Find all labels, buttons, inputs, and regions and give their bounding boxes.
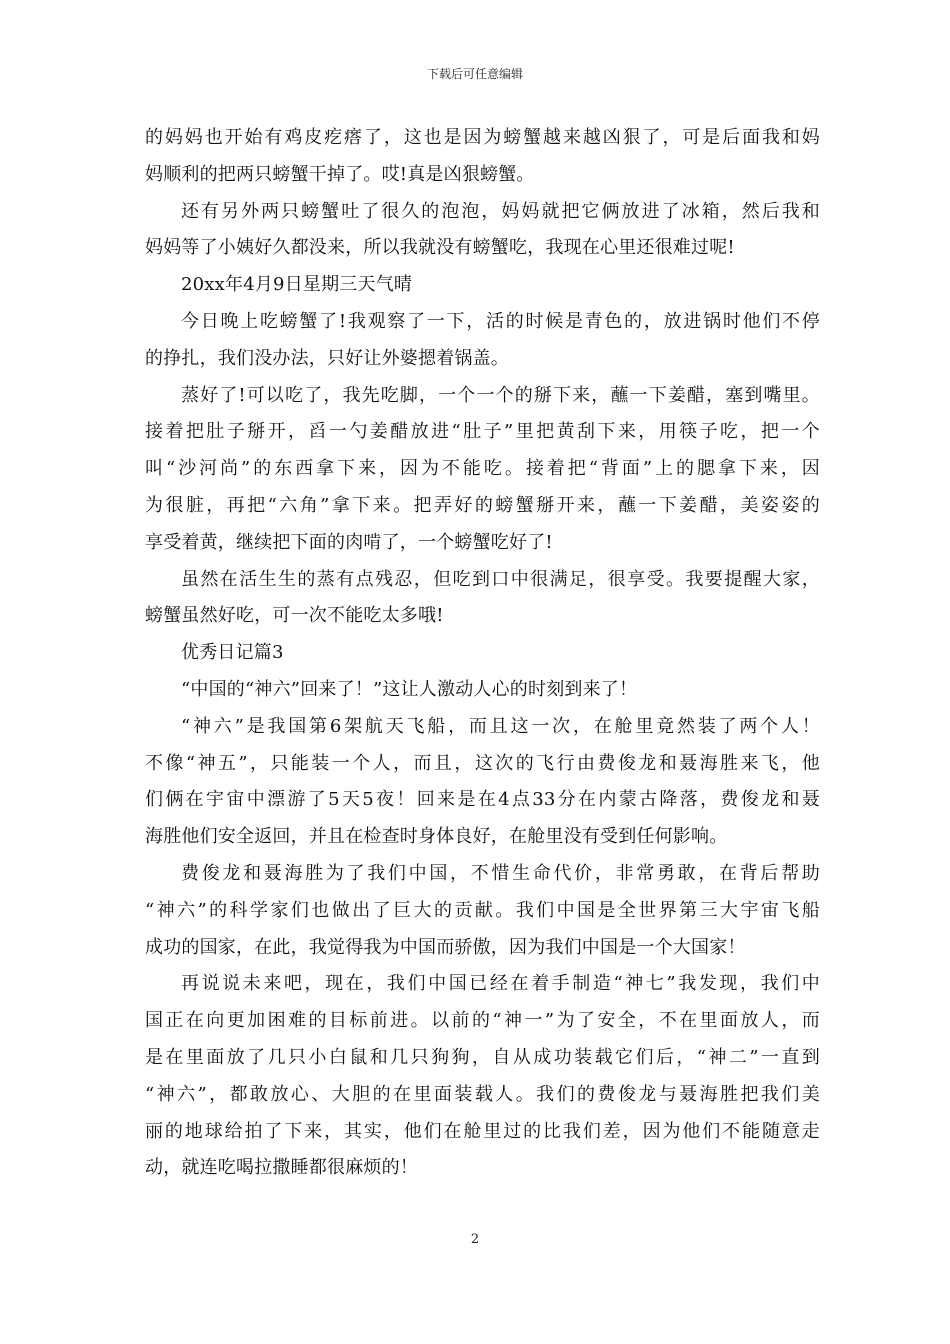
text-line: 今日晚上吃螃蟹了!我观察了一下，活的时候是青色的，放进锅时他们不停 (181, 310, 820, 332)
text-line: 们俩在宇宙中漂游了5天5夜！回来是在4点33分在内蒙古降落，费俊龙和聂 (145, 789, 820, 811)
text-line: 费俊龙和聂海胜为了我们中国，不惜生命代价，非常勇敢，在背后帮助 (181, 862, 820, 884)
text-line: “中国的“神六”回来了！”这让人激动人心的时刻到来了！ (181, 678, 638, 700)
text-line: 的妈妈也开始有鸡皮疙瘩了，这也是因为螃蟹越来越凶狠了，可是后面我和妈 (145, 127, 820, 148)
text-line: “神六”，都敢放心、大胆的在里面装载人。我们的费俊龙与聂海胜把我们美 (145, 1083, 820, 1105)
text-line: 享受着黄，继续把下面的肉啃了，一个螃蟹吃好了! (145, 531, 553, 553)
text-line: 妈妈等了小姨好久都没来，所以我就没有螃蟹吃，我现在心里还很难过呢! (145, 237, 735, 259)
text-line: 20xx年4月9日星期三天气晴 (181, 274, 413, 296)
text-line: “神六”是我国第6架航天飞船，而且这一次，在舱里竟然装了两个人！ (181, 715, 820, 737)
text-line: 海胜他们安全返回，并且在检查时身体良好，在舱里没有受到任何影响。 (145, 826, 728, 848)
text-line: 的挣扎，我们没办法，只好让外婆摁着锅盖。 (145, 347, 509, 369)
text-line: 蒸好了!可以吃了，我先吃脚，一个一个的掰下来，蘸一下姜醋，塞到嘴里。 (181, 384, 820, 406)
page-header: 下载后可任意编辑 (426, 67, 523, 81)
text-line: 是在里面放了几只小白鼠和几只狗狗，自从成功装载它们后，“神二”一直到 (145, 1046, 820, 1068)
text-line: 还有另外两只螃蟹吐了很久的泡泡，妈妈就把它俩放进了冰箱，然后我和 (181, 200, 820, 222)
text-line: 螃蟹虽然好吃，可一次不能吃太多哦! (145, 605, 444, 627)
text-line: 不像“神五”，只能装一个人，而且，这次的飞行由费俊龙和聂海胜来飞，他 (145, 752, 820, 774)
text-line: 动，就连吃喝拉撒睡都很麻烦的！ (145, 1157, 418, 1179)
text-line: 再说说未来吧，现在，我们中国已经在着手制造“神七”我发现，我们中 (181, 973, 820, 995)
document-body (145, 120, 820, 1187)
text-line: “神六”的科学家们也做出了巨大的贡献。我们中国是全世界第三大宇宙飞船 (145, 899, 820, 921)
text-line: 丽的地球给拍了下来，其实，他们在舱里过的比我们差，因为他们不能随意走 (145, 1120, 820, 1142)
text-line: 国正在向更加困难的目标前进。以前的“神一”为了安全，不在里面放人，而 (145, 1010, 820, 1032)
text-line: 为很脏，再把“六角”拿下来。把弄好的螃蟹掰开来，蘸一下姜醋，美姿姿的 (145, 494, 820, 516)
text-line: 接着把肚子掰开，舀一勺姜醋放进“肚子”里把黄刮下来，用筷子吃，把一个 (145, 421, 820, 443)
text-line: 虽然在活生生的蒸有点残忍，但吃到口中很满足，很享受。我要提醒大家， (181, 568, 820, 590)
text-line: 成功的国家，在此，我觉得我为中国而骄傲，因为我们中国是一个大国家！ (145, 936, 746, 958)
page-number: 2 (470, 1232, 480, 1247)
text-line: 优秀日记篇3 (181, 642, 284, 664)
text-line: 妈顺利的把两只螃蟹干掉了。哎!真是凶狠螃蟹。 (145, 163, 535, 185)
text-line: 叫“沙河尚”的东西拿下来，因为不能吃。接着把“背面”上的腮拿下来，因 (145, 458, 820, 480)
